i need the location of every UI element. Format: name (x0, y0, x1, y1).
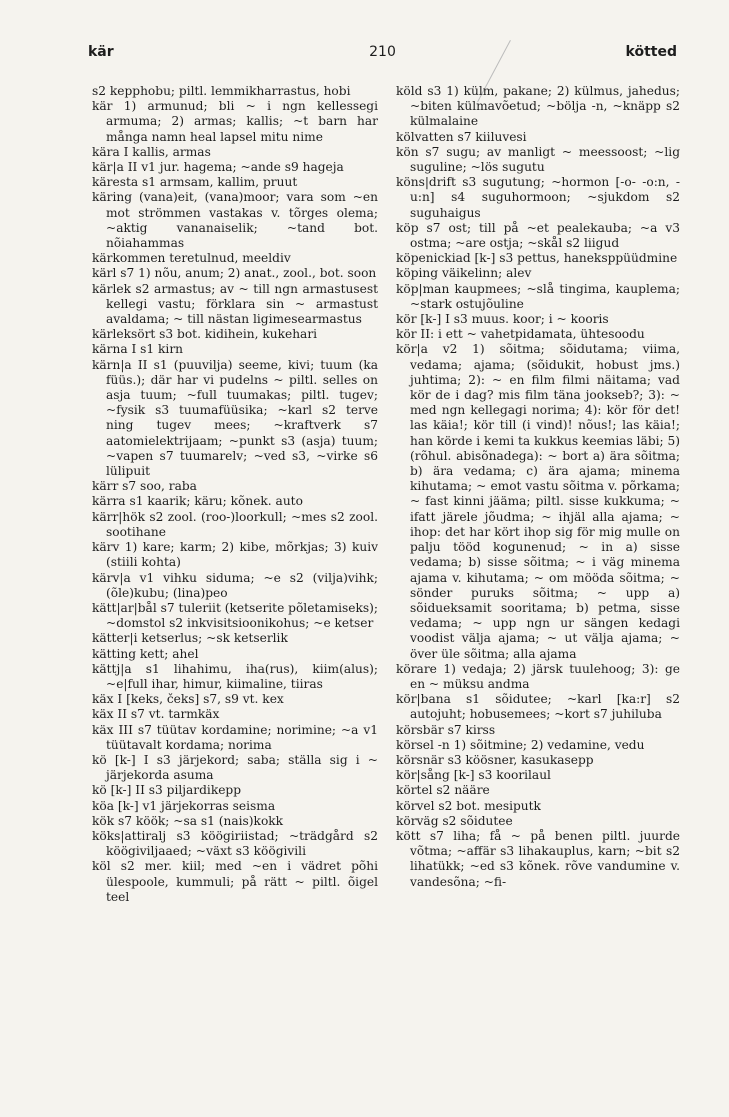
dictionary-entry: kölvatten s7 kiiluvesi (396, 129, 527, 144)
page-number: 210 (369, 44, 396, 60)
dictionary-entry: kärkommen teretulnud, meeldiv (92, 251, 291, 266)
dictionary-entry: köp s7 ost; till på ~et pealekauba; ~a v3 ostma; ~are ostja; ~skål s2 liigud (396, 220, 680, 251)
dictionary-entry: körväg s2 sõidutee (396, 813, 513, 828)
dictionary-entry: köld s3 1) külm, pakane; 2) külmus, jahedus; ~biten külmavõetud; ~bölja -n, ~knäpp s2 külmalaine (396, 84, 680, 129)
dictionary-entry: köp|man kaupmees; ~slå tingima, kauplema; ~stark ostujõuline (396, 281, 680, 311)
dictionary-entry: körvel s2 bot. mesiputk (396, 798, 541, 813)
dictionary-entry: s2 kepphobu; piltl. lemmikharrastus, hobi (92, 84, 351, 98)
dictionary-entry: käx II s7 vt. tarmkäx (92, 707, 220, 722)
dictionary-entry: köa [k-] v1 järjekorras seisma (92, 798, 276, 813)
dictionary-entry: kärlek s2 armastus; av ~ till ngn armastusest kellegi vastu; förklara sin ~ armastust avaldama; ~ till nästan ligimesearmastus (92, 281, 378, 327)
dictionary-entry: körsel -n 1) sõitmine; 2) vedamine, vedu (396, 737, 645, 752)
dictionary-entry: käx I [keks, čeks] s7, s9 vt. kex (92, 692, 284, 707)
dictionary-entry: kött s7 liha; få ~ på benen piltl. juurde võtma; ~affär s3 lihakauplus, karn; ~bit s2 lihatükk; ~ed s3 kõnek. rõve vandumine v. vandesõna; ~fi- (396, 828, 680, 889)
dictionary-entry: kör II: i ett ~ vahetpidamata, ühtesoodu (396, 327, 645, 342)
dictionary-entry: körsbär s7 kirss (396, 722, 496, 737)
dictionary-entry: kätter|i ketserlus; ~sk ketserlik (92, 631, 288, 646)
dictionary-entry: kärv 1) kare; karm; 2) kibe, mõrkjas; 3) kuiv (stiili kohta) (92, 540, 378, 570)
dictionary-entry: kättj|a s1 lihahimu, iha(rus), kiim(alus); ~e|full ihar, himur, kiimaline, tiiras (92, 661, 378, 691)
dictionary-entry: käresta s1 armsam, kallim, pruut (92, 175, 298, 190)
dictionary-entry: kärn|a II s1 (puuvilja) seeme, kivi; tuum (ka füüs.); där har vi pudelns ~ piltl. selles on asja tuum; ~full tuumakas; piltl. tugev; ~fysik s3 tuumafüüsika; ~karl s2 terve ning tugev mees; ~kraftverk s7 aatomielektrijaam; ~punkt s3 (asja) tuum; ~vapen s7 tuumarelv; ~ved s3, ~virke s6 lülipuit (92, 357, 378, 479)
dictionary-entry: kök s7 köök; ~sa s1 (nais)kokk (92, 813, 284, 828)
dictionary-entry: kör|sång [k-] s3 koorilaul (396, 768, 551, 783)
dictionary-entry: kärleksört s3 bot. kidihein, kukehari (92, 327, 318, 342)
dictionary-entry: kära I kallis, armas (92, 144, 211, 159)
left-column (92, 84, 378, 905)
dictionary-entry: kär 1) armunud; bli ~ i ngn kellessegi armuma; 2) armas; kallis; ~t barn har många namn heal lapsel mitu nime (92, 99, 378, 144)
dictionary-entry: käring (vana)eit, (vana)moor; vara som ~en mot strömmen vastakas v. tõrges olema; ~aktig vananaiselik; ~tand bot. nõiahammas (92, 190, 378, 251)
dictionary-entry: kärra s1 kaarik; käru; kõnek. auto (92, 494, 303, 509)
dictionary-entry: kärna I s1 kirn (92, 342, 183, 357)
dictionary-entry: köks|attiralj s3 köögiriistad; ~trädgård s2 köögiviljaaed; ~växt s3 köögivili (92, 828, 378, 859)
dictionary-entry: körtel s2 nääre (396, 783, 490, 798)
dictionary-entry: köpenickiad [k-] s3 pettus, haneksppüüdmine (396, 251, 678, 266)
dictionary-entry: körare 1) vedaja; 2) järsk tuulehoog; 3): ge en ~ müksu andma (396, 661, 680, 691)
header-first-word: kär (88, 44, 114, 60)
dictionary-entry: kärr|hök s2 zool. (roo-)loorkull; ~mes s2 zool. sootihane (92, 509, 378, 539)
dictionary-entry: kätt|ar|bål s7 tuleriit (ketserite põletamiseks); ~domstol s2 inkvisitsioonikohus; ~e ketser (92, 600, 378, 631)
header-last-word: kötted (625, 44, 677, 60)
dictionary-entry: köns|drift s3 sugutung; ~hormon [-o- -o:n, -u:n] s4 suguhormoon; ~sjukdom s2 suguhaigus (396, 175, 680, 220)
dictionary-entry: kärv|a v1 vihku siduma; ~e s2 (vilja)vihk; (õle)kubu; (lina)peo (92, 570, 378, 600)
dictionary-entry: kärl s7 1) nõu, anum; 2) anat., zool., bot. soon (92, 266, 377, 281)
dictionary-entry: kör|a v2 1) sõitma; sõidutama; viima, vedama; ajama; (sõidukit, hobust jms.) juhtima; 2): ~ en film filmi näitama; vad kör de i dag? mis film täna jookseb?; 3): ~ med ngn kellegagi norima; 4): kör för det! las käia!; kör till (i vind)! nõus!; las käia!; han körde i kemi ta kukkus keemias läbi; 5) (rõhul. abisõnadega): ~ bort a) ära sõitma; b) ära vedama; c) ära ajama; minema kihutama; ~ emot vastu sõitma v. põrkama; ~ fast kinni jääma; piltl. sisse kukkuma; ~ ifatt järele jõudma; ~ ihjäl alla ajama; ~ ihop: det har kört ihop sig för mig mulle on palju tööd kogunenud; ~ in a) sisse vedama; b) sisse sõitma; ~ i väg minema ajama v. kihutama; ~ om mööda sõitma; ~ sönder puruks sõitma; ~ upp a) sõidueksamit sooritama; b) petma, sisse vedama; ~ upp ngn ur sängen kedagi voodist välja ajama; ~ ut välja ajama; ~ över üle sõitma; alla ajama (396, 342, 681, 661)
dictionary-entry: kö [k-] I s3 järjekord; saba; ställa sig i ~ järjekorda asuma (92, 752, 378, 783)
right-column (396, 84, 680, 890)
dictionary-entry: kör [k-] I s3 muus. koor; i ~ kooris (396, 312, 609, 327)
dictionary-entry: kör|bana s1 sõidutee; ~karl [ka:r] s2 autojuht; hobusemees; ~kort s7 juhiluba (396, 692, 680, 722)
dictionary-entry: kärr s7 soo, raba (92, 479, 197, 494)
dictionary-entry: köping väikelinn; alev (396, 266, 532, 281)
dictionary-entry: kätting kett; ahel (92, 646, 199, 661)
dictionary-entry: kär|a II v1 jur. hagema; ~ande s9 hageja (92, 160, 344, 175)
page-header (88, 44, 677, 66)
dictionary-entry: köl s2 mer. kiil; med ~en i vädret põhi ülespoole, kummuli; på rätt ~ piltl. õigel teel (92, 859, 378, 904)
dictionary-entry: körsnär s3 köösner, kasukasepp (396, 752, 594, 767)
dictionary-entry: käx III s7 tüütav kordamine; norimine; ~a v1 tüütavalt kordama; norima (92, 722, 378, 752)
dictionary-entry: kö [k-] II s3 piljardikepp (92, 783, 242, 798)
dictionary-entry: kön s7 sugu; av manligt ~ meessoost; ~lig suguline; ~lös sugutu (396, 144, 680, 175)
